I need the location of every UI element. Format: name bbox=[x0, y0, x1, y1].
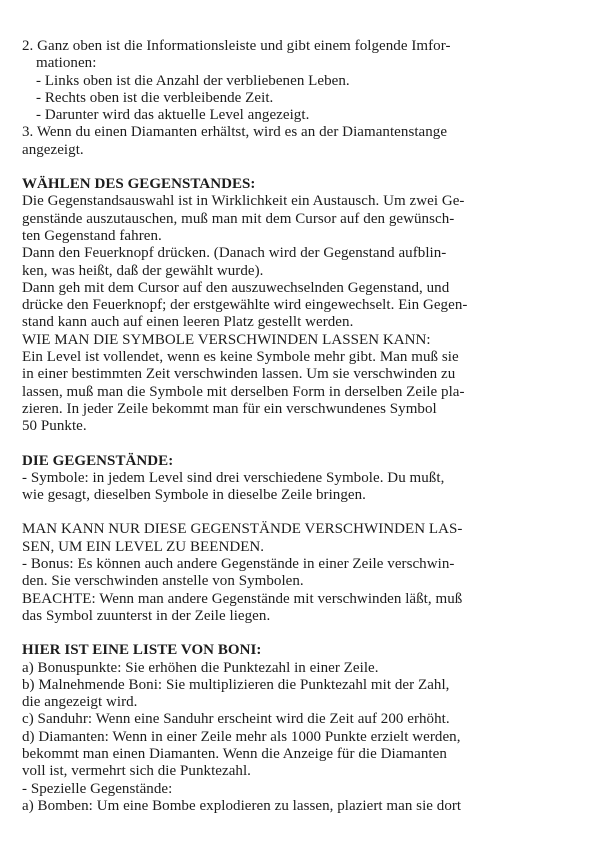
intro-line: - Darunter wird das aktuelle Level angezeigt. bbox=[36, 107, 310, 124]
paragraph-line: den. Sie verschwinden anstelle von Symbolen. bbox=[22, 573, 304, 590]
list-item: voll ist, vermehrt sich die Punktezahl. bbox=[22, 763, 251, 780]
paragraph-line: Dann geh mit dem Cursor auf den auszuwechselnden Gegenstand, und bbox=[22, 279, 450, 296]
paragraph-line: ken, was heißt, daß der gewählt wurde). bbox=[22, 262, 264, 279]
spacer bbox=[22, 436, 572, 453]
section-heading: WÄHLEN DES GEGENSTANDES: bbox=[22, 176, 256, 193]
section-items bbox=[22, 453, 572, 505]
paragraph-line: - Bonus: Es können auch andere Gegenstände in einer Zeile verschwin- bbox=[22, 556, 455, 573]
list-item: - Spezielle Gegenstände: bbox=[22, 780, 173, 797]
paragraph-line: lassen, muß man die Symbole mit derselben Form in derselben Zeile pla- bbox=[22, 383, 465, 400]
paragraph-line: zieren. In jeder Zeile bekommt man für ein verschwundenes Symbol bbox=[22, 400, 437, 417]
spacer bbox=[22, 504, 572, 521]
paragraph-line: stand kann auch auf einen leeren Platz gestellt werden. bbox=[22, 314, 354, 331]
paragraph-line: BEACHTE: Wenn man andere Gegenstände mit verschwinden läßt, muß bbox=[22, 590, 463, 607]
paragraph-line: SEN, UM EIN LEVEL ZU BEENDEN. bbox=[22, 538, 265, 555]
intro-line: - Rechts oben ist die verbleibende Zeit. bbox=[36, 89, 274, 106]
section-bonus-list bbox=[22, 642, 572, 815]
paragraph-line: in einer bestimmten Zeit verschwinden lassen. Um sie verschwinden zu bbox=[22, 366, 456, 383]
paragraph-line: Ein Level ist vollendet, wenn es keine Symbole mehr gibt. Man muß sie bbox=[22, 349, 459, 366]
intro-line: angezeigt. bbox=[22, 141, 84, 158]
intro-line: - Links oben ist die Anzahl der verbliebenen Leben. bbox=[36, 72, 350, 89]
spacer bbox=[22, 625, 572, 642]
intro-line: mationen: bbox=[36, 55, 97, 72]
intro-block bbox=[22, 38, 572, 159]
list-item: die angezeigt wird. bbox=[22, 694, 138, 711]
intro-line: 3. Wenn du einen Diamanten erhältst, wird es an der Diamantenstange bbox=[22, 124, 448, 141]
spacer bbox=[22, 159, 572, 176]
list-item: c) Sanduhr: Wenn eine Sanduhr erscheint wird die Zeit auf 200 erhöht. bbox=[22, 711, 450, 728]
list-item: bekommt man einen Diamanten. Wenn die Anzeige für die Diamanten bbox=[22, 745, 447, 762]
paragraph-line: das Symbol zuunterst in der Zeile liegen. bbox=[22, 607, 271, 624]
paragraph-line: genstände auszutauschen, muß man mit dem Cursor auf den gewünsch- bbox=[22, 210, 455, 227]
paragraph-line: Dann den Feuerknopf drücken. (Danach wird der Gegenstand aufblin- bbox=[22, 245, 447, 262]
paragraph-line: wie gesagt, dieselben Symbole in dieselbe Zeile bringen. bbox=[22, 487, 366, 504]
subheading-line: WIE MAN DIE SYMBOLE VERSCHWINDEN LASSEN KANN: bbox=[22, 331, 431, 348]
section-heading: HIER IST EINE LISTE VON BONI: bbox=[22, 642, 262, 659]
paragraph-line: Die Gegenstandsauswahl ist in Wirklichkeit ein Austausch. Um zwei Ge- bbox=[22, 193, 465, 210]
paragraph-line: drücke den Feuerknopf; der erstgewählte wird eingewechselt. Ein Gegen- bbox=[22, 297, 468, 314]
paragraph-line: - Symbole: in jedem Level sind drei verschiedene Symbole. Du mußt, bbox=[22, 469, 445, 486]
section-heading: DIE GEGENSTÄNDE: bbox=[22, 452, 174, 469]
section-disappearing-items bbox=[22, 521, 572, 625]
list-item: d) Diamanten: Wenn in einer Zeile mehr als 1000 Punkte erzielt werden, bbox=[22, 728, 461, 745]
list-item: b) Malnehmende Boni: Sie multiplizieren die Punktezahl mit der Zahl, bbox=[22, 676, 450, 693]
paragraph-line: ten Gegenstand fahren. bbox=[22, 227, 162, 244]
paragraph-line: MAN KANN NUR DIESE GEGENSTÄNDE VERSCHWINDEN LAS- bbox=[22, 521, 463, 538]
list-item: a) Bonuspunkte: Sie erhöhen die Punktezahl in einer Zeile. bbox=[22, 659, 379, 676]
list-item: a) Bomben: Um eine Bombe explodieren zu lassen, plaziert man sie dort bbox=[22, 797, 462, 814]
paragraph-line: 50 Punkte. bbox=[22, 418, 87, 435]
section-selecting-items bbox=[22, 176, 572, 435]
intro-line: 2. Ganz oben ist die Informationsleiste und gibt einem folgende Imfor- bbox=[22, 38, 451, 54]
